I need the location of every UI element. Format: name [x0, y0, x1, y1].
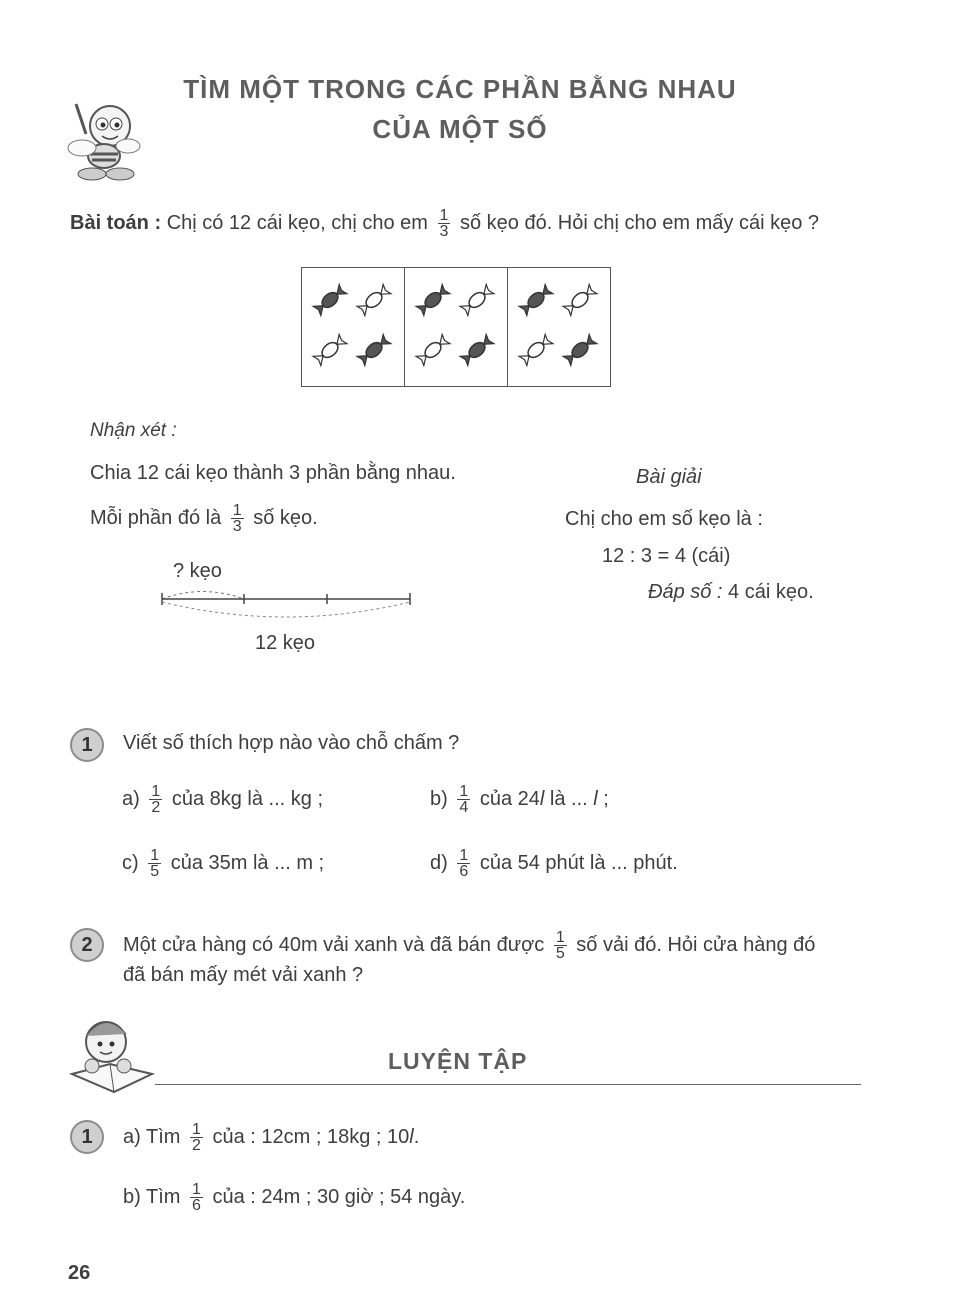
problem-text-after: số kẹo đó. Hỏi chị cho em mấy cái kẹo ?: [459, 211, 820, 234]
candy-icon: [560, 330, 600, 370]
exercise-number-badge: 1: [70, 728, 104, 762]
practice-item-b: b) Tìm $\frac{1}{6}$ của : 24m ; 30 giờ ; 54 ngày.: [123, 1181, 466, 1214]
remarks-line2: Mỗi phần đó là $\frac{1}{3}$ số kẹo.: [90, 502, 318, 535]
exercise1-item-c: c) $\frac{1}{5}$ của 35m là ... m ;: [122, 847, 325, 880]
candy-icon: [516, 280, 556, 320]
remarks-fraction: $\frac{1}{3}$: [232, 502, 242, 535]
exercise1-item-d: d) $\frac{1}{6}$ của 54 phút là ... phút.: [430, 847, 678, 880]
exercise1-item-b: b) $\frac{1}{4}$ của 24l là ... l ;: [430, 783, 609, 816]
exercise2-line2: đã bán mấy mét vải xanh ?: [123, 964, 364, 986]
candy-group: [405, 268, 508, 386]
page-title-line2: CỦA MỘT SỐ: [372, 114, 548, 144]
candy-icon: [354, 330, 394, 370]
page-number: 26: [68, 1262, 91, 1284]
candy-icon: [413, 330, 453, 370]
bee-mascot-icon: [52, 96, 152, 186]
solution-line1: Chị cho em số kẹo là :: [565, 508, 763, 530]
candy-icon: [560, 280, 600, 320]
candy-group: [508, 268, 610, 386]
candy-group: [302, 268, 405, 386]
exercise1-item-a: a) $\frac{1}{2}$ của 8kg là ... kg ;: [122, 783, 324, 816]
exercise-number-badge: 2: [70, 928, 104, 962]
exercise1-prompt: Viết số thích hợp nào vào chỗ chấm ?: [123, 732, 460, 754]
problem-label: Bài toán :: [70, 211, 162, 234]
candy-icon: [457, 280, 497, 320]
candy-icon: [457, 330, 497, 370]
remarks-line1: Chia 12 cái kẹo thành 3 phần bằng nhau.: [90, 462, 456, 484]
solution-line2: 12 : 3 = 4 (cái): [602, 545, 731, 567]
section-divider: [155, 1084, 861, 1085]
practice-heading: LUYỆN TẬP: [388, 1048, 528, 1074]
candy-icon: [310, 280, 350, 320]
segment-diagram: [150, 582, 430, 632]
problem-fraction: $\frac{1}{3}$: [439, 207, 449, 240]
child-reading-icon: [66, 1012, 162, 1100]
candy-illustration: [301, 267, 611, 387]
candy-icon: [516, 330, 556, 370]
page-title: TÌM MỘT TRONG CÁC PHẦN BẰNG NHAU: [183, 74, 737, 104]
candy-icon: [354, 280, 394, 320]
solution-heading: Bài giải: [636, 466, 702, 488]
diagram-bottom-label: 12 kẹo: [255, 632, 316, 654]
remarks-heading: Nhận xét :: [90, 420, 177, 441]
solution-answer: Đáp số : 4 cái kẹo.: [648, 581, 814, 603]
problem-statement: [70, 208, 819, 239]
candy-icon: [310, 330, 350, 370]
exercise-number-badge: 1: [70, 1120, 104, 1154]
practice-item-a: a) Tìm $\frac{1}{2}$ của : 12cm ; 18kg ; 10l.: [123, 1121, 420, 1154]
candy-icon: [413, 280, 453, 320]
diagram-top-label: ? kẹo: [173, 560, 222, 582]
exercise2-line1: Một cửa hàng có 40m vải xanh và đã bán được $\frac{1}{5}$ số vải đó. Hỏi cửa hàng đó: [123, 929, 816, 962]
problem-text-before: Chị có 12 cái kẹo, chị cho em: [166, 211, 428, 234]
